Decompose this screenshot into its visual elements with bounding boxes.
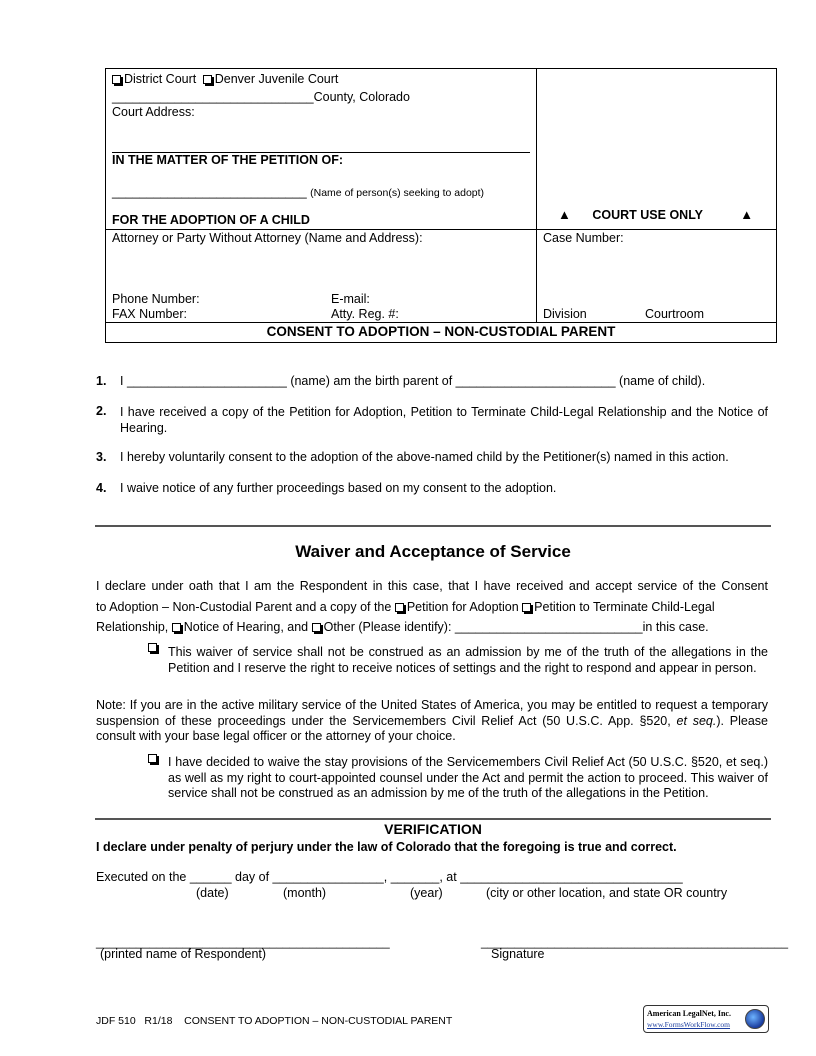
matter-heading: IN THE MATTER OF THE PETITION OF: (112, 153, 344, 167)
caption-divider-1 (105, 229, 777, 230)
verification-divider (95, 818, 771, 820)
juvenile-court-label: Denver Juvenile Court (214, 72, 339, 86)
date-label: (date) (196, 886, 229, 900)
notice-hearing-label: Notice of Hearing, and (183, 620, 312, 634)
case-number-label: Case Number: (543, 231, 624, 245)
declare-line-2 (96, 597, 768, 618)
waiver-admission-checkbox[interactable] (148, 643, 157, 652)
caption-box (105, 68, 777, 343)
alnet-logo (643, 1005, 769, 1033)
adoption-heading: FOR THE ADOPTION OF A CHILD (112, 213, 310, 227)
declare-line-1: I declare under oath that I am the Respondent in this case, that I have received and accept service of the Consent (96, 579, 768, 593)
scra-waiver-checkbox[interactable] (148, 754, 157, 763)
item-2-number: 2. (96, 404, 107, 418)
location-label: (city or other location, and state OR country (486, 886, 728, 900)
military-note-text-a: Note: If you are in the active military service of the United States of America, you may be entitled to request a temporary suspension of these proceedings under the Servicemembers Civil Relief Act (50 U.S.C. App. §520, (96, 698, 768, 728)
other-checkbox[interactable] (312, 623, 321, 632)
atty-reg-label: Atty. Reg. #: (331, 307, 399, 321)
item-3-number: 3. (96, 450, 107, 464)
executed-line[interactable]: Executed on the ______ day of ________________, _______, at ________________________________ (96, 870, 683, 884)
caption-vertical-divider (536, 68, 537, 322)
scra-waiver-text: I have decided to waive the stay provisions of the Servicemembers Civil Relief Act (50 U.S.C. §520, et seq.) as well as my right to court-appointed counsel under the Act and permit the action to proceed. This waiver of service shall not be construed as an admission by me of the truth of the allegations in the Petition. (168, 755, 768, 800)
verification-heading: VERIFICATION (384, 821, 482, 837)
petition-terminate-checkbox[interactable] (522, 603, 531, 612)
county-suffix: County, Colorado (313, 90, 410, 104)
district-court-label: District Court (124, 72, 197, 86)
item-1-number: 1. (96, 374, 107, 388)
email-label: E-mail: (331, 292, 370, 306)
declare-line-3-text: Relationship, (96, 620, 172, 634)
printed-name-label: (printed name of Respondent) (100, 947, 267, 961)
verification-declaration: I declare under penalty of perjury under the law of Colorado that the foregoing is true and correct. (96, 840, 677, 854)
item-1-text: I _______________________ (name) am the birth parent of _______________________ (name of child). (120, 374, 706, 388)
declare-line-3 (96, 617, 768, 638)
year-label: (year) (410, 886, 443, 900)
notice-hearing-checkbox[interactable] (172, 623, 181, 632)
item-2-text: I have received a copy of the Petition for Adoption, Petition to Terminate Child-Legal Relationship and the Notice of Hearing. (120, 405, 768, 435)
court-options (112, 72, 338, 87)
phone-label: Phone Number: (112, 292, 200, 306)
waiver-admission-text: This waiver of service shall not be construed as an admission by me of the truth of the allegations in the Petition and I reserve the right to receive notices of settings and the right to respond and appear in person. (168, 645, 768, 675)
signature-label: Signature (491, 947, 545, 961)
item-4-number: 4. (96, 481, 107, 495)
military-note (96, 698, 768, 745)
court-address-label: Court Address: (112, 105, 195, 119)
waiver-heading: Waiver and Acceptance of Service (295, 542, 571, 561)
form-title: CONSENT TO ADOPTION – NON-CUSTODIAL PARENT (266, 324, 616, 339)
declare-line-2-text: to Adoption – Non-Custodial Parent and a copy of the (96, 599, 395, 614)
month-label: (month) (283, 886, 327, 900)
petitioner-line (112, 185, 484, 200)
court-use-only (558, 207, 758, 223)
military-note-italic: et seq. (676, 713, 717, 728)
section-divider (95, 525, 771, 527)
fax-label: FAX Number: (112, 307, 188, 321)
other-label: Other (Please identify): ___________________________in this case. (323, 620, 709, 634)
waiver-declaration (96, 576, 768, 638)
district-court-checkbox[interactable] (112, 75, 121, 84)
petition-adoption-label: Petition for Adoption (406, 599, 523, 614)
petitioner-blank[interactable]: ____________________________ (112, 185, 307, 199)
form-id: JDF 510 R1/18 CONSENT TO ADOPTION – NON-CUSTODIAL PARENT (96, 1015, 453, 1027)
attorney-label: Attorney or Party Without Attorney (Name and Address): (112, 231, 423, 245)
caption-divider-2 (105, 322, 777, 323)
triangle-up-icon: ▲ (558, 207, 571, 222)
logo-line-2: www.FormsWorkFlow.com (647, 1020, 731, 1029)
county-blank[interactable]: _____________________________ (112, 90, 314, 104)
globe-icon (745, 1009, 765, 1029)
court-use-only-label: COURT USE ONLY (592, 208, 703, 222)
petitioner-note: (Name of person(s) seeking to adopt) (310, 187, 485, 199)
logo-line-1: American LegalNet, Inc. (647, 1009, 731, 1018)
juvenile-court-checkbox[interactable] (203, 75, 212, 84)
military-note-text-b: ). Please consult with your base legal officer or the attorney of your choice. (96, 713, 768, 743)
courtroom-label: Courtroom (645, 307, 705, 321)
petition-terminate-label: Petition to Terminate Child-Legal (534, 599, 715, 614)
petition-adoption-checkbox[interactable] (395, 603, 404, 612)
division-label: Division (543, 307, 587, 321)
triangle-up-icon: ▲ (740, 207, 754, 222)
item-4-text: I waive notice of any further proceedings based on my consent to the adoption. (120, 481, 557, 495)
county-line (112, 90, 410, 105)
signature-blank[interactable]: ______________________________________________ (481, 935, 788, 949)
item-3-text: I hereby voluntarily consent to the adoption of the above-named child by the Petitioner(s) named in this action. (120, 450, 729, 464)
printed-name-blank[interactable]: ____________________________________________ (96, 935, 390, 949)
